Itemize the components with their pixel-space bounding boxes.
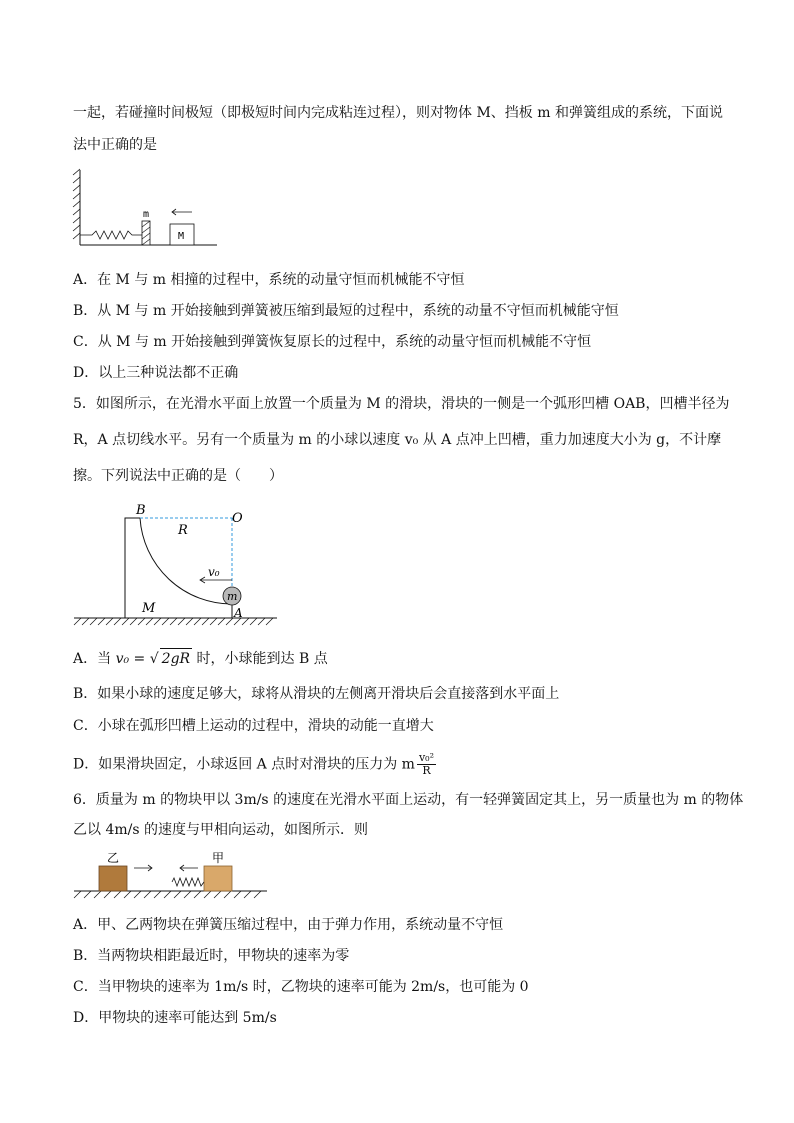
q5-label-B: B (136, 503, 146, 518)
q6-option-a: A．甲、乙两物块在弹簧压缩过程中，由于弹力作用，系统动量不守恒 (73, 917, 504, 933)
q4-option-d: D．以上三种说法都不正确 (73, 365, 239, 381)
q5-figure-groove (72, 500, 282, 630)
q5-label-A: A (234, 606, 243, 620)
q5-option-c: C．小球在弧形凹槽上运动的过程中，滑块的动能一直增大 (73, 718, 434, 734)
q5-option-d-text: D．如果滑块固定，小球返回 A 点时对滑块的压力为 m (73, 756, 415, 773)
q6-option-c: C．当甲物块的速率为 1m/s 时，乙物块的速率可能为 2m/s，也可能为 0 (73, 979, 529, 995)
q5-option-a-suffix: 时，小球能到达 B 点 (196, 651, 328, 667)
q6-label-yi: 乙 (107, 851, 120, 865)
q4-option-b: B．从 M 与 m 开始接触到弹簧被压缩到最短的过程中，系统的动量不守恒而机械能守恒 (73, 303, 619, 319)
q5-label-m: m (227, 590, 238, 603)
q5-text-line3: 擦。下列说法中正确的是（ ） (73, 468, 283, 484)
q5-label-O: O (232, 511, 243, 526)
q5-option-a (73, 648, 328, 669)
q5-option-a-formula: v₀ = √ 2gR (116, 651, 193, 667)
q5-option-b: B．如果小球的速度足够大，球将从滑块的左侧离开滑块后会直接落到水平面上 (73, 686, 560, 702)
q6-figure-blocks (72, 848, 272, 903)
q4-label-M: M (178, 231, 185, 242)
q5-label-R: R (178, 523, 188, 538)
q6-label-jia: 甲 (212, 851, 225, 865)
q6-text-line1: 6．质量为 m 的物块甲以 3m/s 的速度在光滑水平面上运动，有一轻弹簧固定其上，另一质量也为 m 的物体 (73, 792, 744, 808)
q5-text-line2: R，A 点切线水平。另有一个质量为 m 的小球以速度 v₀ 从 A 点冲上凹槽，重力加速度大小为 g，不计摩 (73, 432, 722, 448)
q4-label-m: m (143, 209, 150, 220)
q5-option-a-formula-left: v₀ = (115, 651, 150, 667)
q4-text-line1: 一起，若碰撞时间极短（即极短时间内完成粘连过程），则对物体 M、挡板 m 和弹簧组成的系统，下面说 (73, 105, 723, 121)
q5-option-a-prefix: A．当 (73, 651, 112, 667)
q5-option-d-numerator: v₀² (418, 751, 435, 764)
q6-option-b: B．当两物块相距最近时，甲物块的速率为零 (73, 948, 350, 964)
q6-option-d: D．甲物块的速率可能达到 5m/s (73, 1010, 277, 1026)
q4-figure-spring-wall (72, 165, 222, 250)
q4-option-a: A．在 M 与 m 相撞的过程中，系统的动量守恒而机械能不守恒 (73, 272, 465, 288)
q5-option-d (73, 752, 436, 777)
q5-label-M: M (142, 601, 156, 616)
q5-label-v0: v₀ (208, 565, 220, 579)
q6-text-line2: 乙以 4m/s 的速度与甲相向运动，如图所示．则 (73, 822, 368, 838)
q4-text-line2: 法中正确的是 (73, 137, 157, 153)
q5-option-a-formula-sqrt: 2gR (160, 648, 192, 669)
q5-option-d-fraction (417, 752, 436, 777)
q5-option-d-denominator: R (422, 764, 431, 777)
q5-text-line1: 5．如图所示，在光滑水平面上放置一个质量为 M 的滑块，滑块的一侧是一个弧形凹槽 OAB，凹槽半径为 (73, 396, 730, 412)
q4-option-c: C．从 M 与 m 开始接触到弹簧恢复原长的过程中，系统的动量守恒而机械能不守恒 (73, 334, 592, 350)
